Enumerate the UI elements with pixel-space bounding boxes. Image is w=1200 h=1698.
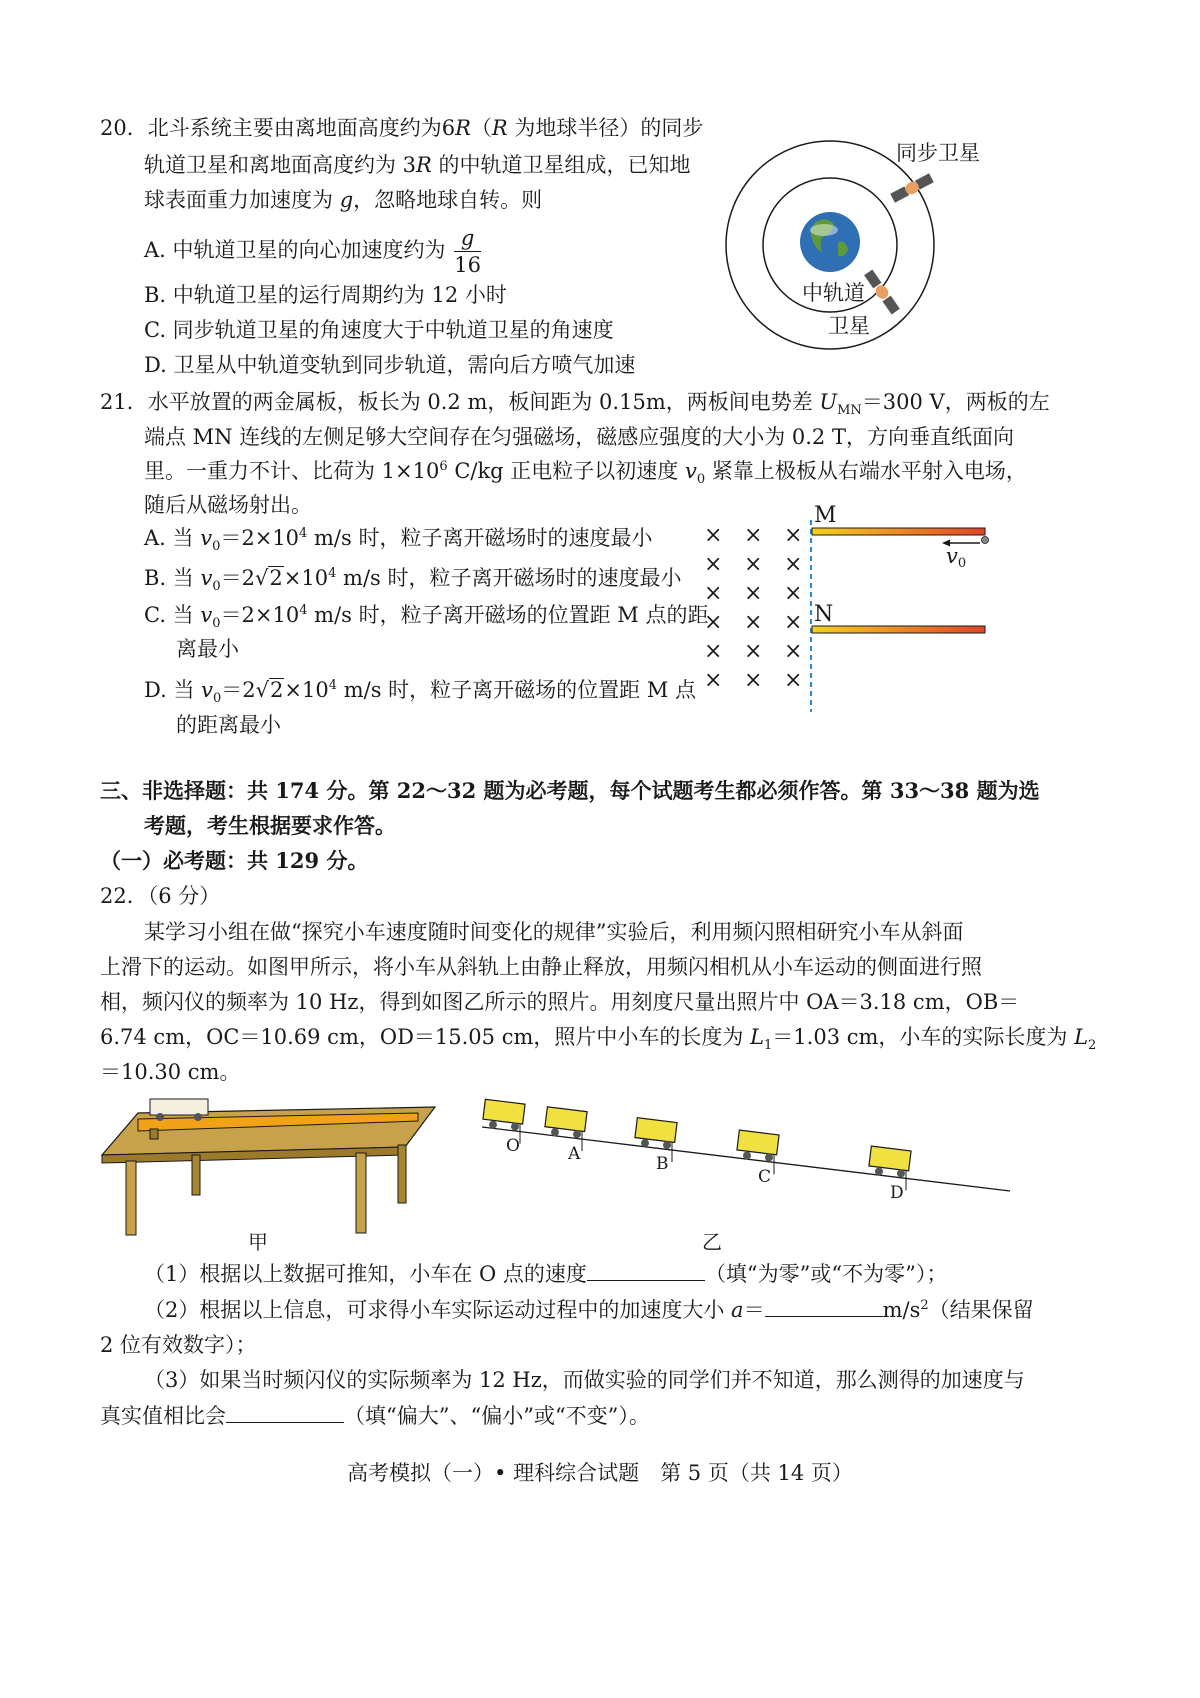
q22-sub3-cont: 真实值相比会 （填“偏大”、“偏小”或“不变”）。 bbox=[100, 1400, 650, 1431]
point-label-O: O bbox=[506, 1136, 520, 1156]
figure-jia-table bbox=[100, 1085, 440, 1260]
field-cross: × bbox=[704, 552, 723, 577]
cart-position-A bbox=[545, 1107, 587, 1151]
q20-stem-line3: 球表面重力加速度为 g，忽略地球自转。则 bbox=[144, 188, 543, 212]
label-mid-satellite: 卫星 bbox=[828, 314, 870, 338]
field-cross: × bbox=[704, 581, 723, 606]
mid-satellite-icon bbox=[863, 269, 900, 315]
answer-blank-3[interactable] bbox=[226, 1400, 344, 1423]
field-cross: × bbox=[744, 552, 763, 577]
field-cross: × bbox=[784, 523, 803, 548]
field-cross: × bbox=[784, 668, 803, 693]
label-mid-orbit: 中轨道 bbox=[802, 281, 865, 305]
q21-stem-line2: 端点 MN 连线的左侧足够大空间存在匀强磁场，磁感应强度的大小为 0.2 T，方向垂直纸面向 bbox=[144, 425, 1014, 449]
field-cross: × bbox=[784, 610, 803, 635]
section-3-subheading: （一）必考题：共 129 分。 bbox=[100, 848, 369, 873]
point-label-D: D bbox=[890, 1183, 904, 1203]
point-label-A: A bbox=[568, 1144, 581, 1164]
orbit-diagram bbox=[720, 130, 1040, 370]
answer-blank-1[interactable] bbox=[587, 1258, 705, 1281]
label-sync-satellite: 同步卫星 bbox=[896, 141, 980, 165]
q22-sub1: （1）根据以上数据可推知，小车在 O 点的速度 （填“为零”或“不为零”）； bbox=[144, 1258, 947, 1289]
sync-satellite-icon bbox=[890, 172, 934, 203]
sqrt-symbol: √ bbox=[255, 678, 270, 702]
sqrt-symbol: √ bbox=[255, 566, 269, 590]
field-cross: × bbox=[704, 610, 723, 635]
field-cross: × bbox=[744, 581, 763, 606]
label-v0: v0 bbox=[946, 544, 967, 571]
q21-option-d-cont: 的距离最小 bbox=[176, 713, 281, 737]
q21-option-c-cont: 离最小 bbox=[176, 637, 239, 661]
q20-option-c: C. 同步轨道卫星的角速度大于中轨道卫星的角速度 bbox=[144, 318, 614, 342]
q22-para-line1: 某学习小组在做“探究小车速度随时间变化的规律”实验后，利用频闪照相研究小车从斜面 bbox=[144, 920, 964, 944]
q22-para-line2: 上滑下的运动。如图甲所示，将小车从斜轨上由静止释放，用频闪相机从小车运动的侧面进行照 bbox=[100, 955, 982, 979]
point-label-C: C bbox=[758, 1167, 772, 1187]
upper-plate-m bbox=[812, 528, 985, 535]
q20-option-b: B. 中轨道卫星的运行周期约为 12 小时 bbox=[144, 283, 507, 307]
section-3-heading: 三、非选择题：共 174 分。第 22～32 题为必考题，每个试题考生都必须作答。第 33～38 题为选 bbox=[100, 778, 1040, 803]
section-3-heading-cont: 考题，考生根据要求作答。 bbox=[144, 813, 396, 838]
q21-option-b: B. 当 $v_0=2√2\times 10^4$ m/s 时，粒子离开磁场时的速度最小 bbox=[144, 566, 682, 595]
field-cross: × bbox=[744, 639, 763, 664]
field-cross: × bbox=[704, 523, 723, 548]
point-label-B: B bbox=[656, 1154, 669, 1174]
q21-option-d: D. 当 $v_0=2√2\times 10^4$ m/s 时，粒子离开磁场的位置距 M 点 bbox=[144, 678, 696, 707]
track-support bbox=[150, 1129, 158, 1139]
q21-stem-line4: 随后从磁场射出。 bbox=[144, 493, 312, 517]
magnetic-field-crosses bbox=[704, 523, 802, 693]
particle bbox=[982, 537, 989, 544]
label-m: M bbox=[814, 503, 837, 528]
table-leg bbox=[398, 1145, 406, 1203]
table-leg bbox=[192, 1155, 200, 1195]
figure-yi-photo bbox=[470, 1085, 1015, 1260]
field-cross: × bbox=[704, 639, 723, 664]
q22-heading: 22．（6 分） bbox=[100, 884, 221, 908]
lower-plate-n bbox=[812, 626, 985, 633]
q22-sub2-cont: 2 位有效数字）； bbox=[100, 1333, 257, 1357]
q20-option-a: A. 中轨道卫星的向心加速度约为 $\frac{g}{16}$ bbox=[144, 226, 481, 277]
q20-stem-line1: 20．北斗系统主要由离地面高度约为6R（R 为地球半径）的同步 bbox=[100, 116, 704, 140]
field-cross: × bbox=[784, 552, 803, 577]
label-jia: 甲 bbox=[248, 1230, 268, 1254]
field-cross: × bbox=[704, 668, 723, 693]
page-footer: 高考模拟（一）• 理科综合试题 第 5 页（共 14 页） bbox=[347, 1461, 853, 1485]
field-cross: × bbox=[784, 581, 803, 606]
answer-blank-2[interactable] bbox=[765, 1294, 883, 1317]
q21-stem-line3: 里。一重力不计、比荷为 $1\times 10^6$ C/kg 正电粒子以初速度 $v_0$ 紧靠上极板从右端水平射入电场， bbox=[144, 459, 1027, 488]
table-leg bbox=[356, 1153, 366, 1233]
q20-stem-line2: 轨道卫星和离地面高度约为 3R 的中轨道卫星组成，已知地 bbox=[144, 153, 691, 177]
fraction-g-over-16: $\frac{g}{16}$ bbox=[454, 226, 481, 277]
field-cross: × bbox=[744, 523, 763, 548]
field-plates-diagram bbox=[690, 500, 1010, 715]
field-cross: × bbox=[744, 610, 763, 635]
q22-para-line4: 6.74 cm，OC＝10.69 cm，OD＝15.05 cm，照片中小车的长度为 $L_1=1.03$ cm，小车的实际长度为 $L_2$ bbox=[100, 1025, 1097, 1054]
q21-option-a: A. 当 $v_0=2\times 10^4$ m/s 时，粒子离开磁场时的速度最小 bbox=[144, 526, 653, 555]
earth-icon bbox=[800, 212, 860, 272]
q21-option-c: C. 当 $v_0=2\times 10^4$ m/s 时，粒子离开磁场的位置距 M 点的距 bbox=[144, 603, 709, 632]
q21-stem-line1: 21．水平放置的两金属板，板长为 0.2 m，板间距为 0.15m，两板间电势差 $U_{MN}=300$ V，两板的左 bbox=[100, 390, 1050, 419]
field-cross: × bbox=[784, 639, 803, 664]
q22-para-line5: ＝10.30 cm。 bbox=[100, 1060, 241, 1084]
q22-sub3: （3）如果当时频闪仪的实际频率为 12 Hz，而做实验的同学们并不知道，那么测得的加速度与 bbox=[144, 1368, 1025, 1392]
field-cross: × bbox=[744, 668, 763, 693]
q22-para-line3: 相，频闪仪的频率为 10 Hz，得到如图乙所示的照片。用刻度尺量出照片中 OA＝3.18 cm，OB＝ bbox=[100, 990, 1020, 1014]
q20-option-d: D. 卫星从中轨道变轨到同步轨道，需向后方喷气加速 bbox=[144, 353, 636, 377]
label-n: N bbox=[814, 602, 834, 627]
table-leg bbox=[126, 1161, 136, 1235]
q22-sub2: （2）根据以上信息，可求得小车实际运动过程中的加速度大小 $a= m/s^2$（结果保留 bbox=[144, 1294, 1034, 1325]
label-yi: 乙 bbox=[702, 1230, 722, 1254]
